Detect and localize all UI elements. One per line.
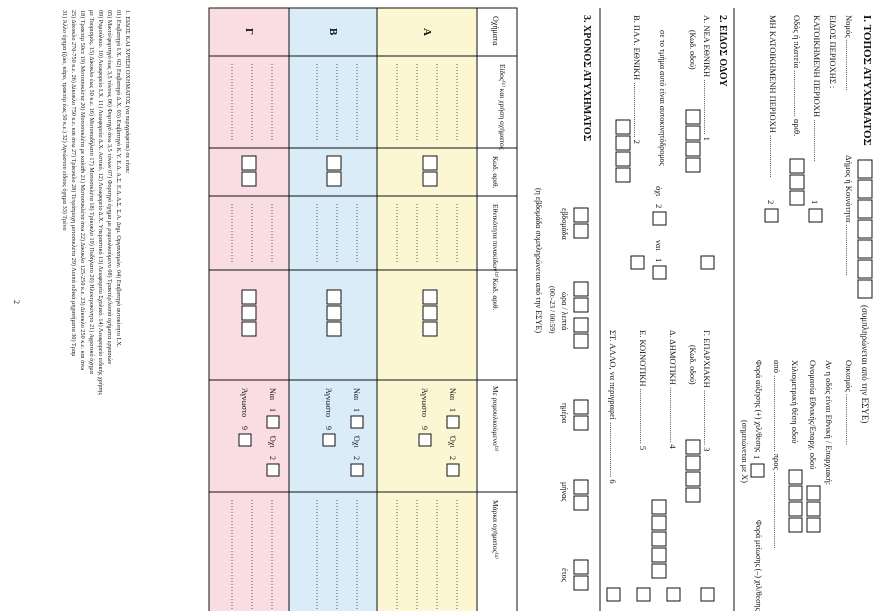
nea-ethniki-label: Α. ΝΕΑ ΕΘΝΙΚΗ .......................... 1 (702, 15, 712, 141)
ora-label: ώρα / λεπτά (560, 292, 569, 331)
svg-text:1: 1 (352, 408, 361, 412)
eparxiaki-code-note: (Κωδ. οδού) (688, 345, 697, 385)
svg-text:2: 2 (448, 456, 457, 460)
fora-auxisis-code: 1 (752, 455, 762, 460)
svg-text:Όχι: Όχι (352, 436, 361, 448)
allo-odos-label: ΣΤ. ΑΛΛΟ, να περιγραφεί .......................... 6 (608, 330, 618, 484)
fora-note: (σημειώνεται με Χ) (740, 420, 749, 483)
svg-text:Άγνωστο: Άγνωστο (420, 388, 429, 418)
mi-katoikimeni-code: 2 (766, 200, 776, 205)
dimotiki-label: Δ. ΔΗΜΟΤΙΚΗ .......................... 4 (668, 330, 678, 449)
header-kod-1: Κωδ. αριθ. (491, 156, 500, 189)
mera-label: ημέρα (560, 403, 569, 424)
svg-text:2: 2 (352, 456, 361, 460)
svg-text:Άγνωστο: Άγνωστο (240, 388, 249, 418)
footnote-line: 25) Δίκυκλο 270-750 κ.ε. 26) Δίκυκλο 750 κ.ε. και άνω 27) Τρίκυκλο 28) Τετράτροχη μοτοσικλέτα 29) Λοιπά ειδικά μηχανήματα 30) Τραμ (70, 10, 77, 357)
svg-text:Ναι: Ναι (448, 388, 457, 401)
nomos-field[interactable]: Νομός ........................ (844, 15, 854, 91)
footnote-line: 1. ΕΙΔΟΣ ΚΑΙ ΧΡΗΣΗ ΟΧΗΜΑΤΟΣ (να περιγράφεται) σε είναι: (124, 10, 131, 174)
footnote-line: 01) Επιβατηγό Ι.Χ. 02) Επιβατηγό Δ.Χ. 03) Επιβατηγό Κ.Υ. Ε.Δ. Α.Σ. Ε.Δ. Δ.Σ. Σ.Α. Δημ. Οργανισμών. 04) Επιβατηγό αυτοκίνητο Ι.Χ. (115, 10, 122, 348)
nea-ethniki-code-note: (Κωδ. οδού) (688, 30, 697, 70)
row-g-oxi-checkbox[interactable] (267, 464, 279, 476)
section-2-title: 2. ΕΙΔΟΣ ΟΔΟΥ (717, 15, 728, 87)
row-g-nai-checkbox[interactable] (267, 416, 279, 428)
katoikimeni-label: ΚΑΤΟΙΚΗΜΕΝΗ ΠΕΡΙΟΧΗ .................... (812, 15, 822, 162)
svg-text:Ναι: Ναι (268, 388, 277, 401)
katoikimeni-code: 1 (810, 200, 820, 205)
header-kod-2: Κωδ. αριθ. (491, 278, 500, 311)
footnote-line: 31) Άλλο όχημα (ζώο, κάρο, τρακτέρ έως 50 κ.ε.) 32) Αγνώστου είδους όχημα 33) Τρένο (61, 10, 68, 231)
svg-text:Όχι: Όχι (268, 436, 277, 448)
tmima-label: σε το τμήμα αυτό είναι αυτοκινητόδρομος (658, 30, 667, 166)
footnote-line: 09) Ρυμούλκιο. 10) Λεωφορείο Ι.Χ. 11) Λεωφορείο Δ.Χ. Αστικό. 12) Λεωφορείο Δ.Χ. Υπεραστικό 13) Λεωφορείο Σχολικό. 14) Λεωφορείο ειδικής χρήσης (97, 10, 104, 395)
page-number: 2 (12, 300, 21, 304)
xiliometriki-label: Χιλιομετρική θέση οδού (790, 360, 800, 444)
svg-text:9: 9 (240, 426, 249, 430)
row-label-a: Α (421, 28, 433, 36)
tmima-nai-code: 1 (654, 258, 664, 263)
row-a-agnosto-checkbox[interactable] (419, 434, 431, 446)
minas-label: μήνας (560, 482, 569, 502)
apo-pros-field[interactable]: από .................................... προς .................................... (772, 360, 782, 549)
mi-katoikimeni-label: ΜΗ ΚΑΤΟΙΚΗΜΕΝΗ ΠΕΡΙΟΧΗ .................... (768, 15, 778, 178)
ean-ethniki-label: Αν η οδός είναι Εθνική / Επαρχιακή: (824, 360, 834, 486)
footnote-line: 05) Μικτό/φορτηγό έως 3,5 τόνους 06) Φορτηγό άνω 3,5 τόνων 07) Φορτηγό όχημα με ρυμουλκούμενο 08) Τρακτέρ/λοιπά οχήματα εργασιών (106, 10, 113, 365)
koinotiki-label: Ε. ΚΟΙΝΟΤΙΚΗ .......................... 5 (638, 330, 648, 451)
svg-text:9: 9 (324, 426, 333, 430)
row-b-oxi-checkbox[interactable] (351, 464, 363, 476)
row-a-oxi-checkbox[interactable] (447, 464, 459, 476)
row-b-agnosto-checkbox[interactable] (323, 434, 335, 446)
section-1-title: I. ΤΟΠΟΣ ΑΤΥΧΗΜΑΤΟΣ (861, 15, 873, 146)
svg-text:2: 2 (268, 456, 277, 460)
tmima-oxi-label: όχι (654, 186, 664, 197)
svg-text:1: 1 (268, 408, 277, 412)
ora-range: (00:-23 / 00:59) (548, 286, 557, 334)
fora-meiosis-label: Φορά μείωσης (–) χιλ/θεσης (754, 520, 763, 611)
tmima-oxi-code: 2 (654, 204, 664, 209)
svg-text:1: 1 (448, 408, 457, 412)
onomasia-label: Ονομασία Εθνικής/Επαρχ. οδού (808, 360, 818, 470)
tmima-nai-label: ναι (654, 240, 664, 251)
pal-ethniki-label: Β. ΠΑΛ. ΕΘΝΙΚΗ .......................... 2 (632, 15, 642, 144)
svg-text:Ναι: Ναι (352, 388, 361, 401)
header-rymoulkoumeno: Με ρυμουλκούμενο⁽³⁾ (491, 386, 500, 452)
header-ethnikotita: Εθνικότητα πινακίδων⁽²⁾ (491, 204, 500, 278)
row-b-nai-checkbox[interactable] (351, 416, 363, 428)
row-g-agnosto-checkbox[interactable] (239, 434, 251, 446)
svg-text:Όχι: Όχι (448, 436, 457, 448)
evdomada-label: εβδομάδα (560, 208, 569, 240)
section-3-title: 3. ΧΡΟΝΟΣ ΑΤΥΧΗΜΑΤΟΣ (581, 15, 592, 142)
svg-text:Άγνωστο: Άγνωστο (324, 388, 333, 418)
footnote-line: 18) Τρακτέρ 50cc 19) Μοτοσυκλέτα 20) Μοτοσυκλέτα με καλάθι 21) Μοτοσυκλέτα άνω 22) Δίκυκλο 125-250 κ.ε. 23) Δίκυκλο 250 κ.ε. και άνω (79, 10, 86, 371)
row-label-b: Β (327, 28, 339, 36)
eparxiaki-label: Γ. ΕΠΑΡΧΙΑΚΗ .......................... 3 (702, 330, 712, 452)
oikismos-field[interactable]: Οικισμός ........................ (844, 360, 854, 445)
fora-auxisis-label: Φορά αύξησης (+) χιλ/θεσης (754, 360, 763, 453)
section-1-note: (συμπληρώνεται από την ΕΣΥΕ) (860, 305, 870, 424)
svg-text:9: 9 (420, 426, 429, 430)
odos-field[interactable]: Οδός ή πλατεία ...................... αριθ. (792, 15, 802, 137)
eidos-perioxis-label: ΕΙΔΟΣ ΠΕΡΙΟΧΗΣ : (828, 15, 838, 89)
header-eidos: Είδος⁽¹⁾ και χρήση οχήματος (498, 64, 507, 150)
footnote-line: με Τουρισμός. 15) Δίκυκλο έως 50 κ.ε. 16) Μοτοποδήλατο 17) Μοτοσικλέτα 18) Τρίκυκλο 19) Ποδήλατο 20) Ηλεκτροκίνητο 21) Αγροτικό όχημα (88, 10, 95, 374)
row-a-nai-checkbox[interactable] (447, 416, 459, 428)
etos-label: έτος (560, 568, 569, 582)
dimos-field[interactable]: Δήμος ή Κοινότητα ........................ (844, 155, 854, 276)
row-label-g: Γ (243, 28, 255, 35)
header-marka: Μάρκα οχήματος⁽⁴⁾ (491, 500, 500, 559)
vehicle-table (209, 8, 517, 611)
header-oximata: Οχήματα (491, 16, 500, 46)
section-3-note: (η εβδομάδα συμπληρώνεται από την ΕΣΥΕ) (534, 188, 543, 333)
